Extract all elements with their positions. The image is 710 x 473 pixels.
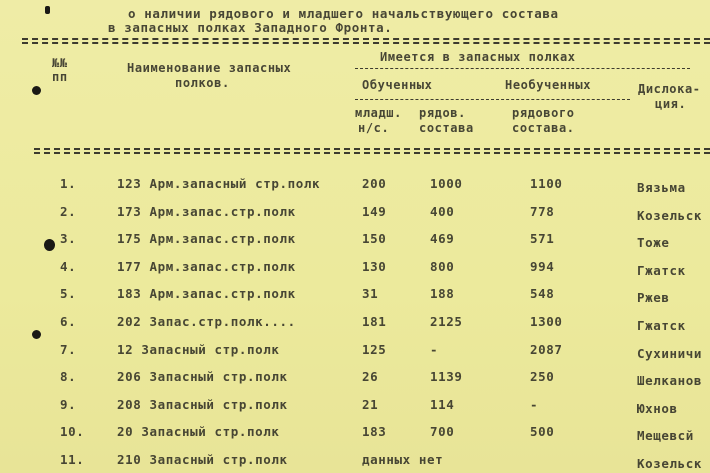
ink-blot [44, 239, 55, 251]
untrained-rank-count: 548 [530, 286, 555, 302]
regiment-name: 173 Арм.запас.стр.полк [117, 203, 296, 219]
location: Шелканов [637, 373, 703, 389]
row-number: 4. [60, 258, 77, 274]
available-underline [355, 68, 690, 69]
untrained-rank-count: 778 [530, 203, 555, 219]
ink-blot [45, 6, 50, 14]
junior-command-count: 183 [362, 424, 387, 440]
location: Тоже [637, 235, 670, 251]
regiment-name: 210 Запасный стр.полк [117, 452, 288, 467]
junior-command-count: 149 [362, 203, 387, 219]
trained-rank-count: 2125 [430, 314, 463, 329]
row-number: 6. [60, 314, 77, 329]
regiment-name: 12 Запасный стр.полк [117, 341, 280, 357]
row-number: 9. [60, 396, 77, 412]
untrained-rank-count: 500 [530, 424, 555, 440]
trained-rank-count: 1000 [430, 176, 463, 191]
col-name-header-line1: Наименование запасных [127, 61, 292, 75]
location: Гжатск [637, 262, 686, 278]
untrained-rank-count: 1300 [530, 314, 563, 329]
col-jr-header-line1: младш. [355, 106, 402, 120]
col-untrained-rank-header-line2: состава. [512, 121, 575, 135]
col-rank-header-line1: рядов. [419, 106, 466, 120]
doc-header-line-1: о наличии рядового и младшего начальствующего состава [128, 6, 559, 21]
untrained-rank-count: 994 [530, 258, 555, 274]
location: Юхнов [637, 400, 678, 416]
untrained-rank-count: - [530, 396, 539, 412]
junior-command-count: 200 [362, 176, 387, 191]
trained-rank-count: 1139 [430, 369, 463, 385]
trained-rank-count: 114 [430, 396, 455, 412]
col-num-header [52, 56, 68, 84]
junior-command-count: данных нет [362, 452, 444, 467]
untrained-rank-count: 2087 [530, 341, 563, 357]
location: Ржев [637, 290, 670, 306]
untrained-rank-count: 571 [530, 231, 555, 247]
junior-command-count: 130 [362, 258, 387, 274]
untrained-rank-count: 1100 [530, 176, 563, 191]
junior-command-count: 21 [362, 396, 379, 412]
regiment-name: 208 Запасный стр.полк [117, 396, 288, 412]
location: Гжатск [637, 318, 686, 333]
junior-command-count: 26 [362, 369, 379, 385]
junior-command-count: 125 [362, 341, 387, 357]
top-double-rule [22, 38, 710, 44]
trained-rank-count: - [430, 341, 439, 357]
trained-underline [355, 99, 630, 100]
col-untrained-rank-header-line1: рядового [512, 106, 575, 120]
row-number: 8. [60, 369, 77, 385]
col-name-header-line2: полков. [175, 76, 230, 90]
header-bottom-rule [34, 148, 710, 154]
col-available-header: Имеется в запасных полках [380, 50, 576, 64]
trained-rank-count: 800 [430, 258, 455, 274]
location: Сухиничи [637, 345, 703, 361]
regiment-name: 123 Арм.запасный стр.полк [117, 176, 321, 191]
col-rank-header-line2: состава [419, 121, 474, 135]
trained-rank-count: 700 [430, 424, 455, 440]
row-number: 3. [60, 231, 77, 247]
row-number: 7. [60, 341, 77, 357]
doc-header-line-2: в запасных полках Западного Фронта. [108, 20, 393, 35]
col-disloc-header-line2: ция. [655, 97, 687, 111]
trained-rank-count: 188 [430, 286, 455, 302]
row-number: 2. [60, 203, 77, 219]
row-number: 1. [60, 176, 77, 191]
untrained-rank-count: 250 [530, 369, 555, 385]
col-trained-header: Обученных [362, 78, 433, 92]
regiment-name: 202 Запас.стр.полк.... [117, 314, 296, 329]
junior-command-count: 150 [362, 231, 387, 247]
regiment-name: 206 Запасный стр.полк [117, 369, 288, 385]
regiment-name: 20 Запасный стр.полк [117, 424, 280, 440]
regiment-name: 177 Арм.запас.стр.полк [117, 258, 296, 274]
col-untrained-header: Необученных [505, 78, 592, 92]
row-number: 11. [60, 452, 85, 467]
col-num-header-text: №№ пп [52, 56, 68, 84]
location: Козельск [637, 456, 703, 471]
location: Козельск [637, 207, 703, 223]
col-disloc-header-line1: Дислока- [638, 82, 701, 96]
junior-command-count: 31 [362, 286, 379, 302]
regiment-name: 175 Арм.запас.стр.полк [117, 231, 296, 247]
location: Вязьма [637, 180, 686, 195]
trained-rank-count: 400 [430, 203, 455, 219]
junior-command-count: 181 [362, 314, 387, 329]
ink-blot [32, 86, 41, 95]
trained-rank-count: 469 [430, 231, 455, 247]
row-number: 5. [60, 286, 77, 302]
ink-blot [32, 330, 41, 339]
location: Мещевсй [637, 428, 694, 444]
col-jr-header-line2: н/с. [358, 121, 390, 135]
regiment-name: 183 Арм.запас.стр.полк [117, 286, 296, 302]
row-number: 10. [60, 424, 85, 440]
